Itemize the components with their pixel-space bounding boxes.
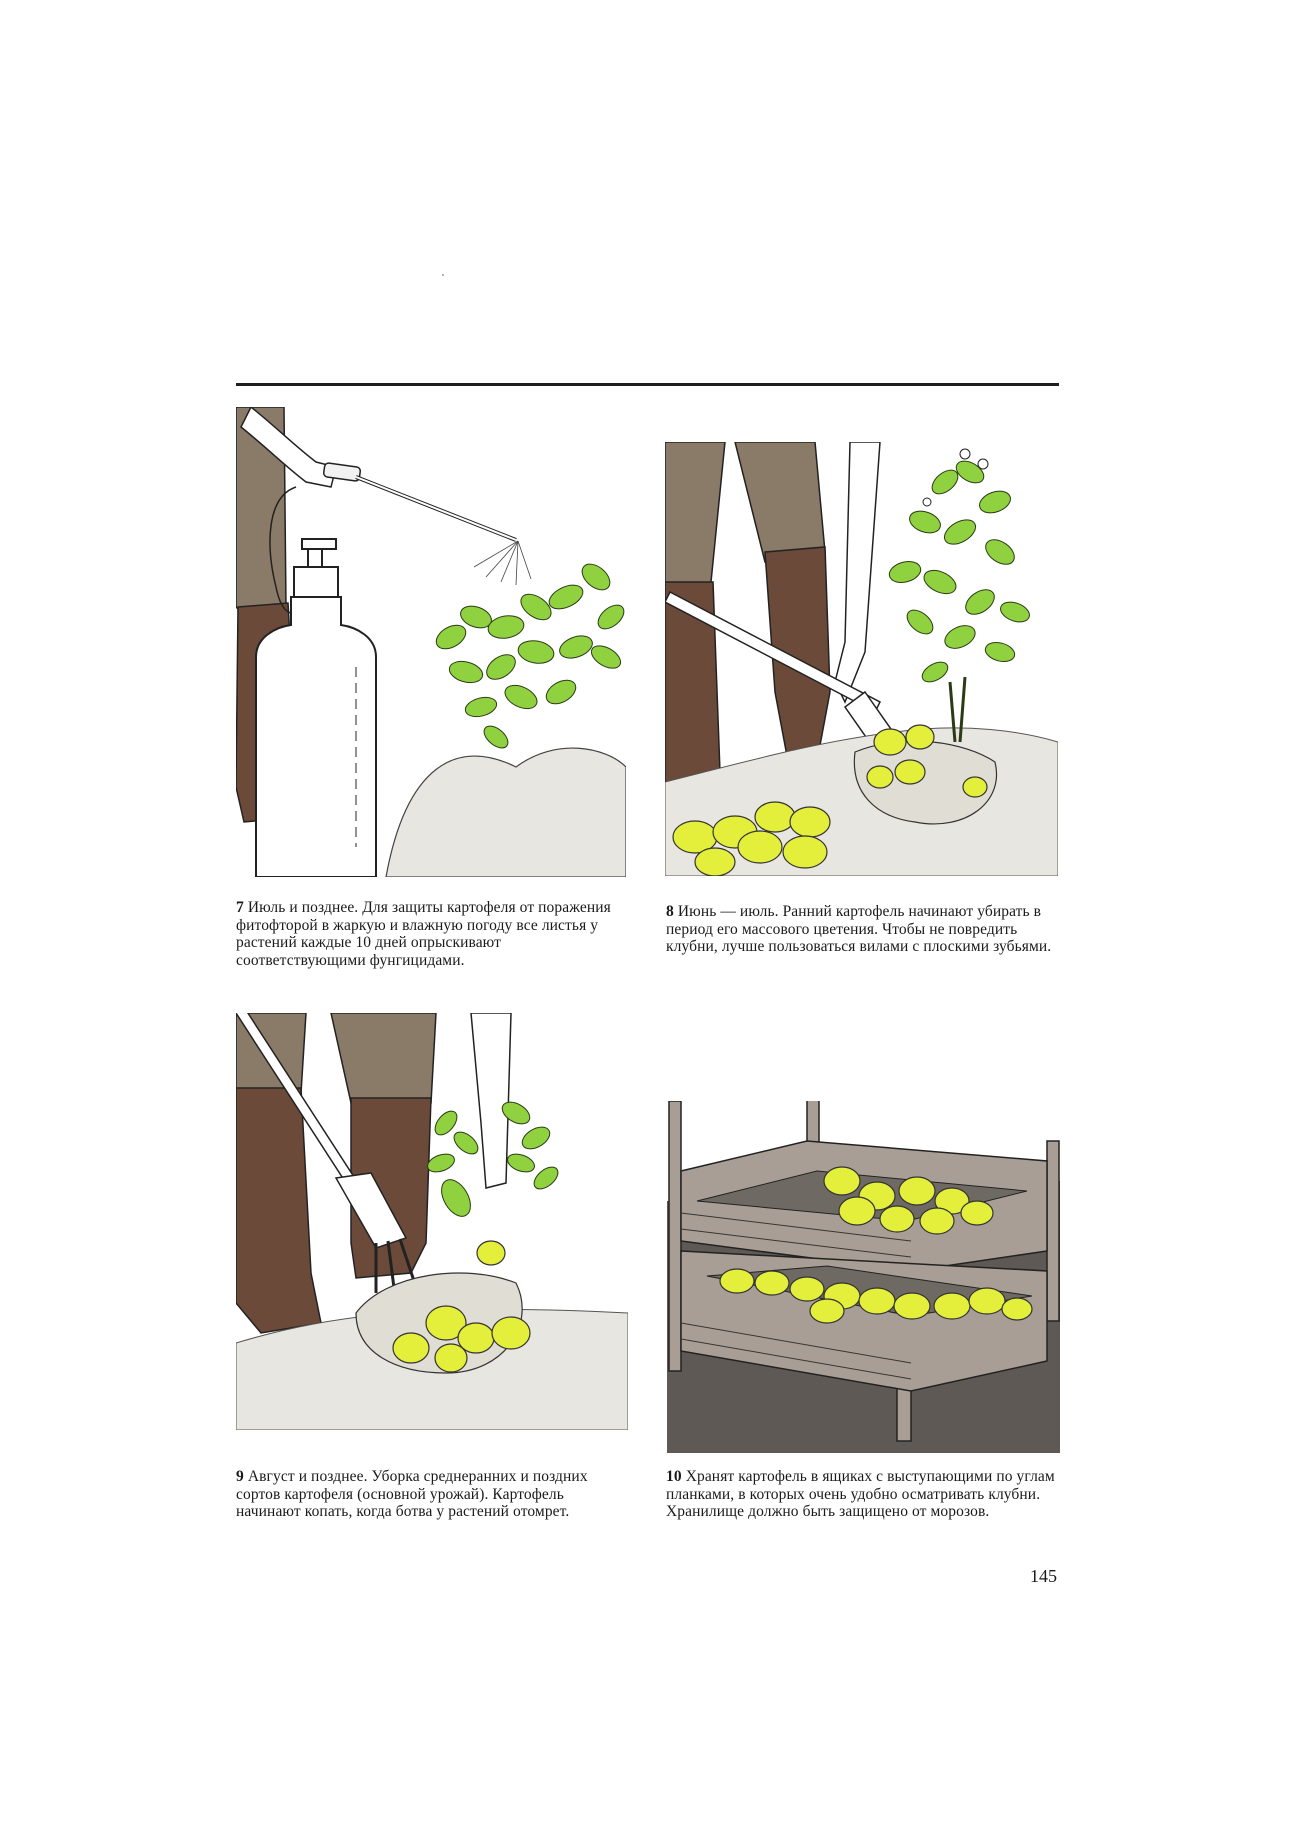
spray-mist <box>474 541 531 585</box>
trousers-left <box>665 442 725 592</box>
early-harvest-drawing <box>665 442 1058 876</box>
main-harvest-drawing <box>236 1013 628 1430</box>
header-rule <box>236 383 1059 386</box>
spray-bottle <box>256 597 376 877</box>
caption-number: 10 <box>666 1468 682 1485</box>
illustration-spraying <box>236 407 626 877</box>
caption-text: Июнь — июль. Ранний картофель начинают убирать в период его массового цветения. Чтобы не повредить клубни, лучше пользоваться вилами с плоскими зубьями. <box>666 903 1052 955</box>
caption-number: 8 <box>666 903 674 920</box>
caption-text: Август и позднее. Уборка среднеранних и поздних сортов картофеля (основной урожай). Картофель начинают копать, когда ботва у растений отомрет. <box>236 1468 588 1520</box>
bottle-cap <box>294 567 338 597</box>
arm <box>835 442 880 702</box>
illustration-storage-crates <box>667 1101 1060 1453</box>
caption-7 <box>236 899 631 969</box>
caption-9 <box>236 1468 626 1521</box>
illustration-early-harvest <box>665 442 1058 876</box>
bottle-pump <box>302 539 336 549</box>
caption-text: Июль и позднее. Для защиты картофеля от поражения фитофторой в жаркую и влажную погоду все листья у растений каждые 10 дней опрыскивают соответствующими фунгицидами. <box>236 899 611 969</box>
caption-number: 7 <box>236 899 244 916</box>
trousers-right <box>735 442 825 562</box>
caption-number: 9 <box>236 1468 244 1485</box>
potato-plant <box>887 457 1032 686</box>
potato-plant <box>432 559 626 752</box>
page-number: 145 <box>1030 1566 1057 1586</box>
soil-mound <box>386 748 626 877</box>
spraying-drawing <box>236 407 626 877</box>
caption-text: Хранят картофель в ящиках с выступающими по углам планками, в которых очень удобно осматривать клубни. Хранилище должно быть защищено от морозов. <box>666 1468 1055 1520</box>
caption-10 <box>666 1468 1066 1521</box>
scan-speck <box>442 274 444 276</box>
caption-8 <box>666 903 1058 956</box>
storage-crates-drawing <box>667 1101 1060 1453</box>
illustration-main-harvest <box>236 1013 628 1430</box>
trousers-right <box>331 1013 436 1103</box>
arm <box>471 1013 511 1188</box>
